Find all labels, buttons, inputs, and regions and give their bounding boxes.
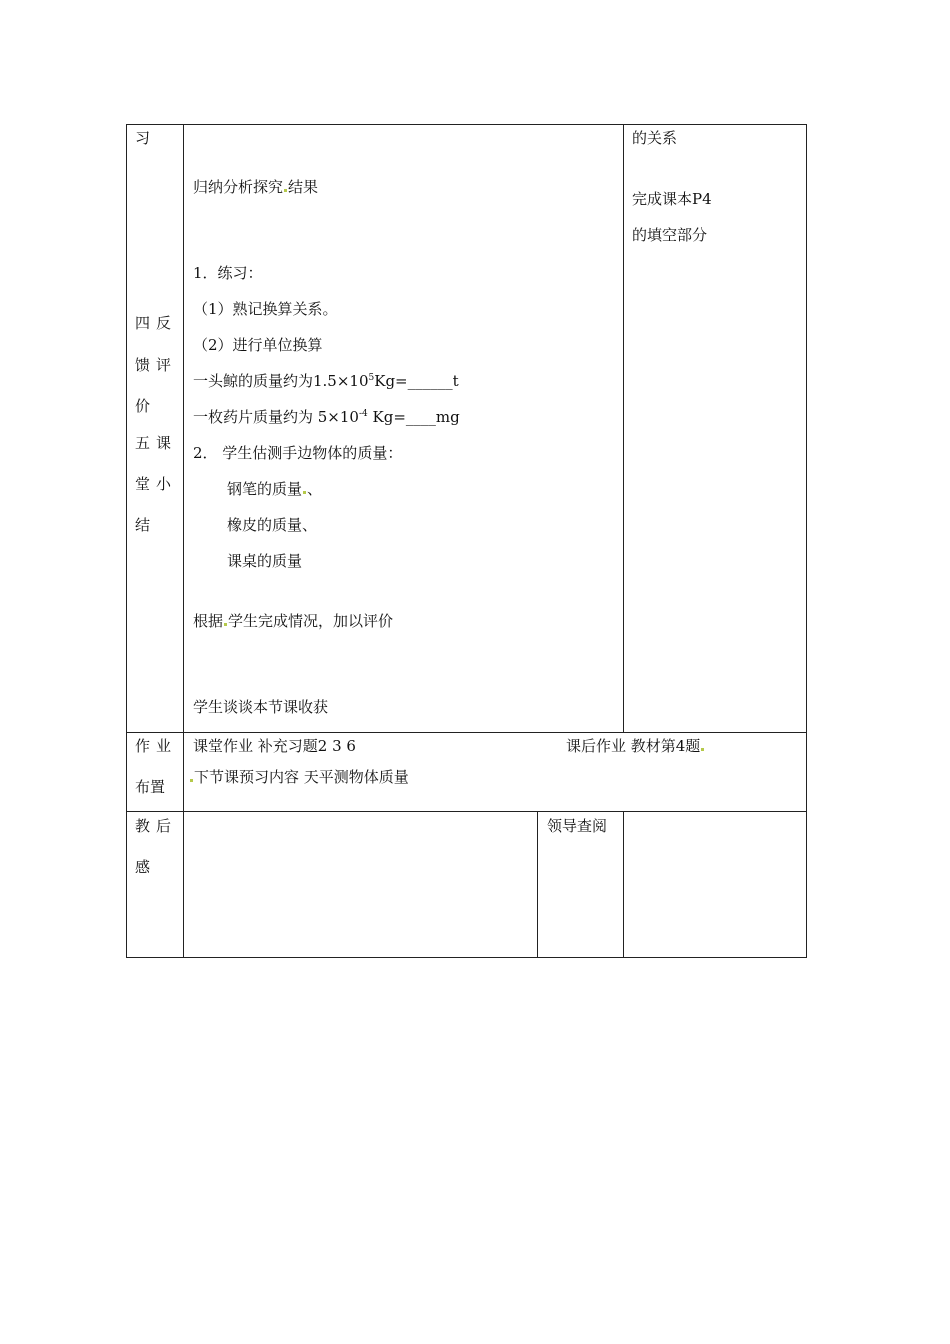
table-border-right <box>806 124 807 958</box>
classwork-text: 课堂作业 补充习题2 3 6 <box>193 737 356 755</box>
row-label-homework-2: 布置 <box>135 778 166 796</box>
exercise-heading: 1．练习： <box>193 264 263 282</box>
table-border-bottom <box>126 957 807 958</box>
right-note-textbook: 完成课本P4 <box>632 190 712 208</box>
row-label-reflection-2: 感 <box>135 858 151 876</box>
estimate-desk: 课桌的质量 <box>227 552 303 570</box>
exercise-item-2: （2）进行单位换算 <box>193 336 323 354</box>
table-column-divider-2-top <box>623 124 624 733</box>
row-label-four-2: 馈评 <box>135 356 178 374</box>
evaluation-text: 根据 学生完成情况，加以评价 <box>193 612 394 630</box>
row-label-four-1: 四反 <box>135 314 178 332</box>
row-label-five-3: 结 <box>135 516 151 534</box>
summary-text: 归纳分析探究 结果 <box>193 178 319 196</box>
row-label-five-2: 堂小 <box>135 475 178 493</box>
after-class-text: 课后作业 教材第4题 <box>566 737 705 755</box>
right-note-relation: 的关系 <box>632 129 678 147</box>
table-divider-homework <box>126 732 807 733</box>
edit-mark <box>303 491 306 494</box>
estimate-eraser: 橡皮的质量、 <box>227 516 318 534</box>
tablet-mass-question: 一枚药片质量约为 $5\times 10^{-4}$ Kg=____mg <box>193 408 460 426</box>
preview-text: 下节课预习内容 天平测物体质量 <box>189 768 409 786</box>
edit-mark <box>190 779 193 782</box>
table-column-divider-1 <box>183 124 184 958</box>
row-label-four-3: 价 <box>135 397 151 415</box>
table-divider-reflection <box>126 811 807 812</box>
whale-mass-question: 一头鲸的质量约为$1.5\times 10^5Kg=\_\_\_\_\_\_t$ <box>193 372 459 390</box>
estimate-heading: 2． 学生估测手边物体的质量： <box>193 444 403 462</box>
row-label-five-1: 五课 <box>135 434 178 452</box>
table-column-divider-3 <box>537 811 538 958</box>
row-label-homework-1: 作业 <box>135 737 178 755</box>
summary-talk-text: 学生谈谈本节课收获 <box>193 698 329 716</box>
exercise-item-1: （1）熟记换算关系。 <box>193 300 338 318</box>
edit-mark <box>701 748 704 751</box>
row-label-xi: 习 <box>135 129 151 147</box>
table-column-divider-4 <box>623 811 624 958</box>
right-note-fill: 的填空部分 <box>632 226 708 244</box>
edit-mark <box>224 623 227 626</box>
row-label-reflection-1: 教后 <box>135 817 178 835</box>
estimate-pen: 钢笔的质量 、 <box>227 480 323 498</box>
table-border-left <box>126 124 127 958</box>
leader-review-label: 领导查阅 <box>547 817 608 835</box>
table-border-top <box>126 124 807 125</box>
edit-mark <box>284 189 287 192</box>
